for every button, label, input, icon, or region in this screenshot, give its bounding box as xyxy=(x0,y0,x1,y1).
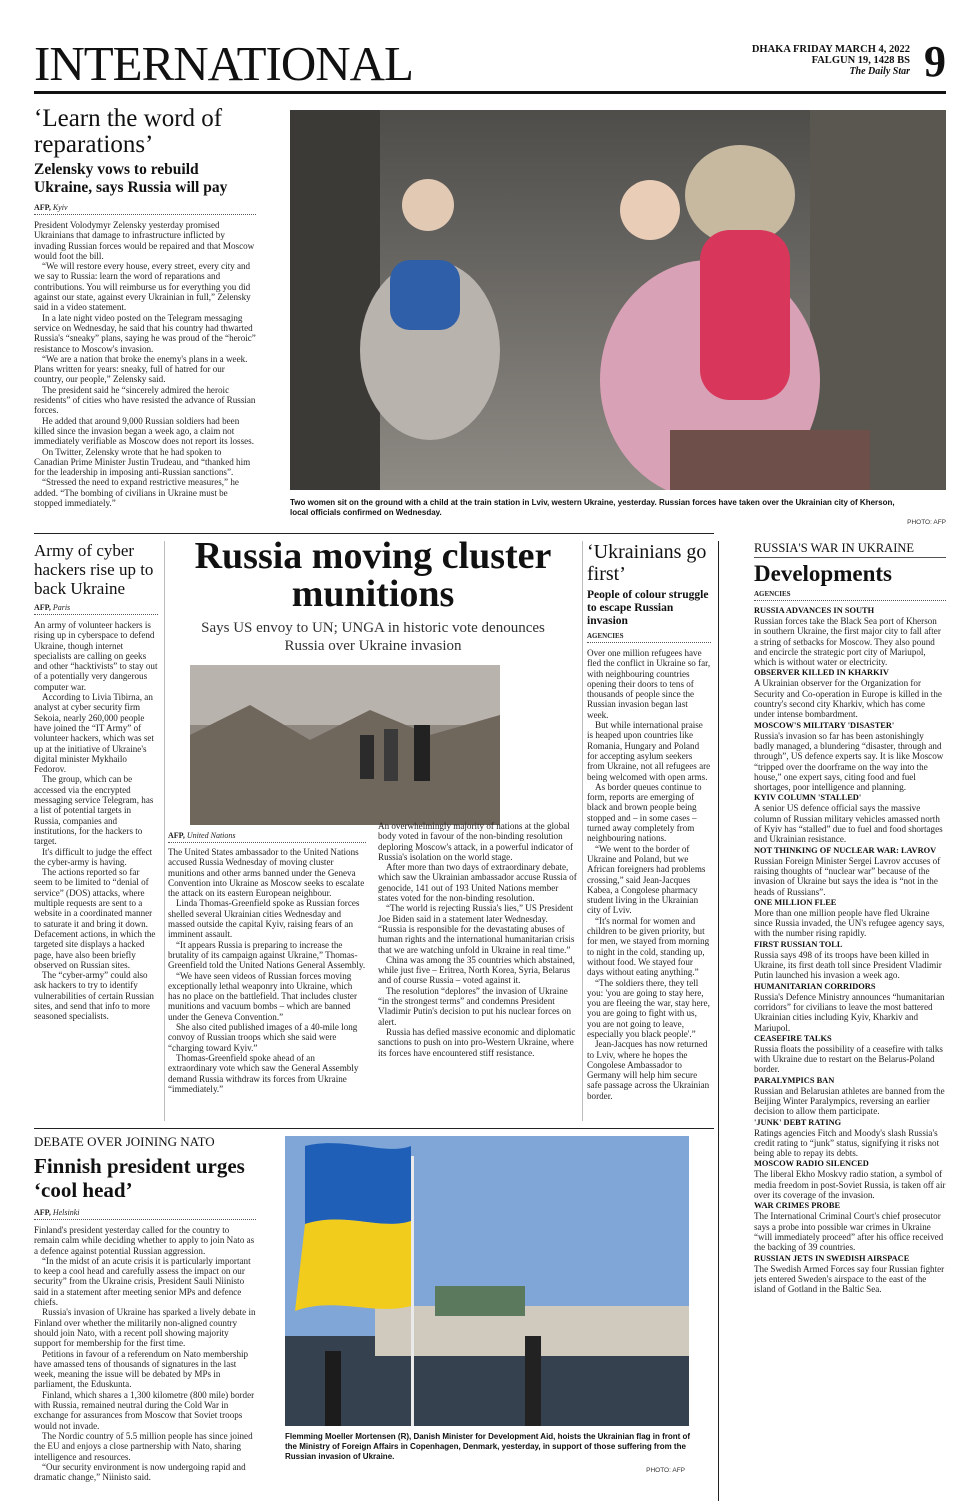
flag-photo-caption: Flemming Moeller Mortensen (R), Danish Minister for Development Aid, hoists the Ukrainian flag in front of the Ministry of Foreign Affairs in Copenhagen, Denmark, yesterday, in support of those suffering from the Russian invasion of Ukraine. PHOTO: AFP xyxy=(285,1432,691,1474)
paragraph: “It appears Russia is preparing to increase the brutality of its campaign against Ukraine,” Thomas-Greenfield told the United Nations General Assembly. xyxy=(168,939,366,971)
flag-photo-image xyxy=(285,1136,689,1426)
paragraph: She also cited published images of a 40-mile long convoy of Russian troops which she said were “charging toward Kyiv.” xyxy=(168,1022,358,1053)
development-heading: ONE MILLION FLEE xyxy=(754,897,837,907)
development-heading: HUMANITARIAN CORRIDORS xyxy=(754,981,876,991)
paragraph: An overwhelmingly majority of nations at the global body voted in favour of the non-binding resolution deploring Moscow's attack, in a powerful indicator of Russia's isolation on the world stage. xyxy=(378,821,574,862)
paragraph: “Our security environment is now undergoing rapid and dramatic change,” Niinisto said. xyxy=(34,1461,246,1483)
development-text: Russia says 498 of its troops have been killed in Ukraine, its first death toll since President Vladimir Putin launched his invasion a week ago. xyxy=(754,949,942,981)
article-body xyxy=(34,220,256,508)
paragraph: Finland's president yesterday called for the country to remain calm while deciding whether to apply to join Nato as a defence against potential Russian aggression. xyxy=(34,1225,255,1256)
development-text: Russia's invasion so far has been astonishingly badly managed, a blundering “disaster, through and through”, US defence experts say. It is like Moscow “tripped over the doorframe on the way into the house,” one expert says, citing food and fuel shortages, poor intelligence and planning. xyxy=(754,730,944,793)
development-item xyxy=(754,940,946,981)
development-heading: RUSSIA ADVANCES IN SOUTH xyxy=(754,606,875,615)
headline: Developments xyxy=(754,561,892,586)
paragraph: It's difficult to judge the effect the cyber-army is having. xyxy=(34,846,153,867)
photo-credit: PHOTO: AFP xyxy=(907,519,946,526)
masthead xyxy=(34,38,946,90)
article-body xyxy=(34,620,158,1022)
development-item xyxy=(754,1159,946,1200)
photo-caption: Two women sit on the ground with a child at the train station in Lviv, western Ukraine, yesterday. Russian forces have taken over the Ukrainian city of Kherson, local officials confirmed on Wednesday. PHOTO: AFP xyxy=(290,498,946,526)
development-heading: KYIV COLUMN 'STALLED' xyxy=(754,793,862,803)
section-title: INTERNATIONAL xyxy=(34,38,413,90)
development-item xyxy=(754,793,946,844)
kicker: RUSSIA'S WAR IN UKRAINE xyxy=(754,541,915,555)
paragraph: “We went to the border of Ukraine and Poland, but we African foreigners had problems crossing,” said Jean-Jacques Kabea, a Congolese pharmacy student living in the Ukrainian city of Lviv. xyxy=(587,843,706,916)
development-text: The International Criminal Court's chief prosecutor says a probe into possible war crimes in Ukraine “will immediately proceed” after his office received the backing of 39 countries. xyxy=(754,1211,944,1253)
paragraph: The “cyber-army” could also ask hackers to try to identify vulnerabilities of certain Russian sites, and send that info to more seasoned specialists. xyxy=(34,970,154,1022)
headline: Army of cyber hackers rise up to back Ukraine xyxy=(34,541,154,598)
paragraph: In a late night video posted on the Telegram messaging service on Wednesday, he said that his country had thwarted Russia's “sneaky” plans, saying he was proud of the “heroic” resistance to Moscow's invasion. xyxy=(34,312,256,354)
development-item xyxy=(754,1034,946,1075)
paragraph: Over one million refugees have fled the conflict in Ukraine so far, with neighbouring countries opening their doors to tens of thousands of people since the Russian invasion began last week. xyxy=(587,648,711,720)
development-text: Russia floats the possibility of a ceasefire with talks with Ukraine due to restart on the Belarus-Poland border. xyxy=(754,1043,943,1075)
paragraph: “We are a nation that broke the enemy's plans in a week. Plans written for years: sneaky, full of hatred for our country, our people,” Zelensky said. xyxy=(34,353,248,385)
development-heading: WAR CRIMES PROBE xyxy=(754,1201,841,1211)
byline: AFP, Paris xyxy=(34,603,71,612)
paragraph: Jean-Jacques has now returned to Lviv, where he hopes the Congolese Ambassador to Germany will help him secure safe passage across the Ukrainian border. xyxy=(587,1039,710,1101)
paragraph: As border queues continue to form, reports are emerging of black and brown people being stopped and – in some cases – turned away completely from neighbouring nations. xyxy=(587,781,702,844)
development-item xyxy=(754,982,946,1033)
development-item xyxy=(754,1254,946,1295)
paragraph: Linda Thomas-Greenfield spoke as Russian forces shelled several Ukrainian cities Wednesday and massed outside the capital Kyiv, raising fears of an imminent assault. xyxy=(168,898,360,940)
photo-ukraine-flag xyxy=(285,1136,689,1426)
paragraph: “We will restore every house, every street, every city and we say to Russia: learn the word of reparations and contributions. You will reimburse us for everything you did against our state, against every Ukrainian in full,” Zelensky said in a video statement. xyxy=(34,261,251,313)
development-text: A senior US defence official says the massive column of Russian military vehicles amassed north of Kyiv has “stalled” due to fuel and food shortages and Ukrainian resistance. xyxy=(754,803,943,845)
development-item xyxy=(754,721,946,793)
development-heading: MOSCOW RADIO SILENCED xyxy=(754,1159,869,1169)
byline: AFP, United Nations xyxy=(168,831,236,840)
development-text: More than one million people have fled Ukraine since Russia invaded, the UN's refugee agency says, with the number rising rapidly. xyxy=(754,907,945,939)
subhead: Says US envoy to UN; UNGA in historic vote denounces Russia over Ukraine invasion xyxy=(201,620,545,654)
dateline: DHAKA FRIDAY MARCH 4, 2022 xyxy=(751,44,910,55)
development-heading: OBSERVER KILLED IN KHARKIV xyxy=(754,668,889,678)
development-text: Russian and Belarusian athletes are banned from the Beijing Winter Paralympics, reversing an earlier decision to allow them participate. xyxy=(754,1085,945,1117)
byline: AGENCIES xyxy=(754,590,791,598)
development-heading: 'JUNK' DEBT RATING xyxy=(754,1117,842,1127)
paragraph: But while international praise is heaped upon countries like Romania, Hungary and Poland for accepting asylum seekers from Ukraine, not all refugees are being welcomed with open arms. xyxy=(587,720,711,782)
developments-list xyxy=(754,606,946,1294)
paragraph: An army of volunteer hackers is rising up in cyberspace to defend Ukraine, though internet specialists are calling on geeks and other “hacktivists” to stay out of a potentially very dangerous computer war. xyxy=(34,620,158,692)
development-text: Ratings agencies Fitch and Moody's slash Russia's credit rating to “junk” status, signifying it risks not being able to repay its debts. xyxy=(754,1127,940,1159)
development-heading: PARALYMPICS BAN xyxy=(754,1075,835,1085)
headline: Finnish president urges ‘cool head’ xyxy=(34,1154,245,1202)
development-text: Russian Foreign Minister Sergei Lavrov accuses of raising thoughts of “nuclear war” because of the invasion of Ukraine but says the idea is “not in the heads of Russians”. xyxy=(754,855,941,897)
development-item xyxy=(754,668,946,719)
byline: AGENCIES xyxy=(587,632,624,640)
story-zelensky xyxy=(34,106,256,526)
paragraph: “In the midst of an acute crisis it is particularly important to keep a cool head and carefully assess the impact on our security” from the Ukraine crisis, President Sauli Niinisto said in a statement after meeting senior MPs and defence chiefs. xyxy=(34,1255,251,1308)
development-item xyxy=(754,1118,946,1159)
development-item xyxy=(754,1076,946,1117)
development-heading: FIRST RUSSIAN TOLL xyxy=(754,939,843,949)
paragraph: President Volodymyr Zelensky yesterday promised Ukrainians that damage to infrastructure inflicted by invading Russian forces would be repaired and that Moscow would foot the bill. xyxy=(34,220,255,261)
subhead: Zelensky vows to rebuild Ukraine, says Russia will pay xyxy=(34,161,228,196)
story-cluster xyxy=(168,537,578,1127)
paragraph: On Twitter, Zelensky wrote that he had spoken to Canadian Prime Minister Justin Trudeau, and “thanked him for the leadership in imposing anti-Russian sanctions”. xyxy=(34,446,251,478)
photo-lviv-station xyxy=(290,110,946,490)
paragraph: Russia has defied massive economic and diplomatic sanctions to push on into pro-Western Ukraine, where its forces have encountered stiff resistance. xyxy=(378,1026,576,1058)
paragraph: Petitions in favour of a referendum on Nato membership have amassed tens of thousands of signatures in the last week, meaning the issue will be debated by MPs in parliament, the Eduskunta. xyxy=(34,1348,249,1390)
byline: AFP, Kyiv xyxy=(34,203,68,212)
subhead: People of colour struggle to escape Russian invasion xyxy=(587,589,709,627)
paragraph: He added that around 9,000 Russian soldiers had been killed since the invasion began a week ago, a claim not immediately verifiable as Moscow does not report its losses. xyxy=(34,415,254,447)
station-photo-image xyxy=(290,110,946,490)
development-heading: CEASEFIRE TALKS xyxy=(754,1033,832,1043)
paragraph: The United States ambassador to the United Nations accused Russia Wednesday of moving cluster munitions and other arms banned under the Geneva Convention into Ukraine as Moscow seeks to escalate the attack on its eastern European neighbour. xyxy=(168,847,365,899)
kicker: DEBATE OVER JOINING NATO xyxy=(34,1134,215,1149)
paragraph: “The soldiers there, they tell you: 'you are going to stay here, you are fleeing the war, stay here, you are going to fight with us, you are not going to leave, especially you black people'.” xyxy=(587,977,710,1039)
photo-credit: PHOTO: AFP xyxy=(646,1467,685,1474)
paragraph: “The world is rejecting Russia's lies,” US President Joe Biden said in a statement later Wednesday. “Russia is responsible for the devastating abuses of human rights and the international humanitarian crisis that we are watching unfold in Ukraine in real time.” xyxy=(378,903,575,955)
headline: ‘Learn the word of reparations’ xyxy=(34,106,223,158)
paragraph: Finland, which shares a 1,300 kilometre (800 mile) border with Russia, remained neutral during the Cold War in exchange for assurances from Moscow that Soviet troops would not invade. xyxy=(34,1389,255,1431)
article-col-2 xyxy=(378,821,578,1058)
paragraph: After more than two days of extraordinary debate, which saw the Ukrainian ambassador accuse Russia of genocide, 141 out of 193 United Nations member states voted for the non-binding resolution. xyxy=(378,862,577,904)
development-text: The liberal Ekho Moskvy radio station, a symbol of media freedom in post-Soviet Russia, is taken off air over its coverage of the invasion. xyxy=(754,1169,946,1201)
paragraph: “It's normal for women and children to be given priority, but for men, we stayed from morning to night in the cold, standing up, without food. We stayed four days without eating anything.” xyxy=(587,915,710,978)
story-cyber xyxy=(34,541,158,1116)
article-body xyxy=(34,1225,256,1482)
development-text: The Swedish Armed Forces say four Russian fighter jets entered Sweden's airspace to the east of the island of Gotland in the Baltic Sea. xyxy=(754,1263,945,1295)
development-text: A Ukrainian observer for the Organization for Security and Co-operation in Europe is killed in the country's second city Kharkiv, which has come under intense bombardment. xyxy=(754,678,942,720)
paragraph: According to Livia Tibirna, an analyst at cyber security firm Sekoia, nearly 260,000 people have joined the “IT Army” of volunteer hackers, which was set up at the initiative of Ukraine's digital minister Mykhailo Fedorov. xyxy=(34,692,154,775)
paragraph: Thomas-Greenfield spoke ahead of an extraordinary vote which saw the General Assembly demand Russia withdraw its forces from Ukraine “immediately.” xyxy=(168,1052,359,1094)
paragraph: “We have seen videos of Russian forces moving exceptionally lethal weaponry into Ukraine, which has no place on the battlefield. That includes cluster munitions and vacuum bombs – which are banned under the Geneva Convention.” xyxy=(168,970,357,1022)
development-item xyxy=(754,606,946,667)
dateline-bangla: FALGUN 19, 1428 BS xyxy=(811,55,910,66)
photo-rubble xyxy=(190,665,500,825)
development-text: Russian forces take the Black Sea port of Kherson in southern Ukraine, the first major city to fall after a string of setbacks for Moscow. They also pound and encircle the strategic port city of Mariupol, which is without water or electricity. xyxy=(754,616,941,668)
paragraph: The group, which can be accessed via the encrypted messaging service Telegram, has a list of potential targets in Russia, companies and institutions, for the hackers to target. xyxy=(34,774,154,847)
paragraph: The actions reported so far seem to be limited to “denial of service” (DOS) attacks, where multiple requests are sent to a website in a coordinated manner to saturate it and bring it down. Defacement actions, in which the targeted site displays a hacked page, have also been briefly observed on Russian sites. xyxy=(34,867,156,970)
article-col-1 xyxy=(168,847,366,1094)
paragraph: “Stressed the need to expand restrictive measures,” he added. “The bombing of civilians in Ukraine must be stopped immediately.” xyxy=(34,477,239,509)
paragraph: China was among the 35 countries which abstained, while just five – Eritrea, North Korea, Syria, Belarus and of course Russia – voted against it. xyxy=(378,954,575,986)
paragraph: The Nordic country of 5.5 million people has since joined the EU and enjoys a close partnership with Nato, sharing intelligence and resources. xyxy=(34,1430,253,1462)
development-text: Russia's Defence Ministry announces “humanitarian corridors” for civilians to leave the most battered Ukrainian cities including Kyiv, Kharkiv and Mariupol. xyxy=(754,991,945,1033)
paragraph: The resolution “deplores” the invasion of Ukraine “in the strongest terms” and condemns President Vladimir Putin's decision to put his nuclear forces on alert. xyxy=(378,985,572,1027)
byline: AFP, Helsinki xyxy=(34,1208,80,1217)
developments-panel xyxy=(754,541,946,1501)
development-item xyxy=(754,1201,946,1252)
development-heading: MOSCOW'S MILITARY 'DISASTER' xyxy=(754,720,895,730)
page-number: 9 xyxy=(924,38,946,86)
development-item xyxy=(754,898,946,939)
story-finland xyxy=(34,1134,256,1500)
headline: Russia moving cluster munitions xyxy=(194,537,552,615)
development-item xyxy=(754,846,946,897)
paragraph: Russia's invasion of Ukraine has sparked a lively debate in Finland over whether the militarily non-aligned country should join Nato, with a recent poll showing majority support for membership for the first time. xyxy=(34,1307,256,1349)
development-heading: NOT THINKING OF NUCLEAR WAR: LAVROV xyxy=(754,845,937,855)
paper-name: The Daily Star xyxy=(849,66,910,77)
story-refugees xyxy=(587,541,711,1121)
article-body xyxy=(587,648,711,1101)
paragraph: The president said he “sincerely admired the heroic residents” of cities who have resisted the advance of Russian forces. xyxy=(34,384,256,416)
rubble-photo-image xyxy=(190,665,500,825)
headline: ‘Ukrainians go first’ xyxy=(587,541,707,585)
development-heading: RUSSIAN JETS IN SWEDISH AIRSPACE xyxy=(754,1253,910,1263)
